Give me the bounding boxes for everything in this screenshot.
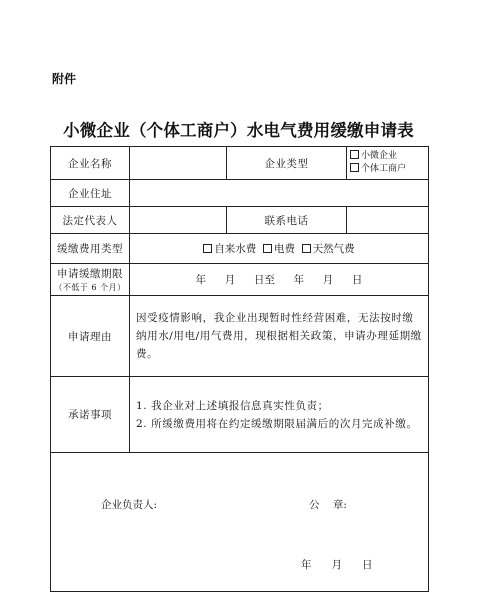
row-fee-type [51,234,429,264]
row-promise [51,377,429,453]
period-field[interactable]: 年 月 日至 年 月 日 [130,264,429,296]
address-label: 企业住址 [51,180,130,207]
promise-label: 承诺事项 [51,377,130,453]
phone-field[interactable] [347,207,429,234]
option-label: 自来水费 [214,243,257,255]
promise-item: 1. 我企业对上述填报信息真实性负责； [136,399,329,412]
fee-type-label: 缓缴费用类型 [51,234,130,264]
row-company-name [51,147,429,180]
signature-cell [51,453,429,592]
company-type-label: 企业类型 [227,147,347,180]
address-field[interactable] [130,180,429,207]
checkbox-icon[interactable] [302,244,311,253]
checkbox-icon[interactable] [263,244,272,253]
seal-label: 公 章: [309,499,347,511]
annex-label: 附件 [52,72,77,86]
company-name-field[interactable] [130,147,227,180]
promise-text [130,377,429,453]
row-signature [51,453,429,592]
checkbox-icon[interactable] [350,163,359,172]
row-reason [51,296,429,377]
checkbox-icon[interactable] [203,244,212,253]
company-name-label: 企业名称 [51,147,130,180]
reason-text[interactable]: 因受疫情影响，我企业出现暂时性经营困难，无法按时缴纳用水/用电/用气费用，现根据相关政策，申请办理延期缴费。 [130,296,429,377]
checkbox-icon[interactable] [350,150,359,159]
reason-label: 申请理由 [51,296,130,377]
application-form [50,146,429,592]
option-label: 个体工商户 [361,164,407,174]
option-gas[interactable] [302,243,355,255]
promise-item: 2. 所缓缴费用将在约定缓缴期限届满后的次月完成补缴。 [136,417,418,430]
form-title: 小微企业（个体工商户）水电气费用缓缴申请表 [63,121,414,140]
option-small-micro[interactable] [350,150,428,163]
period-label-cell [51,264,130,296]
row-legal-rep [51,207,429,234]
legal-rep-field[interactable] [130,207,227,234]
option-label: 电费 [274,243,295,255]
row-address [51,180,429,207]
company-type-options [347,147,429,180]
date-label: 年 月 日 [301,559,373,571]
period-label: 申请缓缴期限 [57,268,123,280]
option-water[interactable] [203,243,256,255]
legal-rep-label: 法定代表人 [51,207,130,234]
phone-label: 联系电话 [227,207,347,234]
option-individual-business[interactable] [350,163,428,176]
row-period [51,264,429,296]
fee-type-options [130,234,429,264]
option-label: 小微企业 [361,151,398,161]
signer-label: 企业负责人: [101,499,158,511]
period-note: （不低于 6 个月） [54,283,126,292]
option-electricity[interactable] [263,243,295,255]
option-label: 天然气费 [312,243,355,255]
